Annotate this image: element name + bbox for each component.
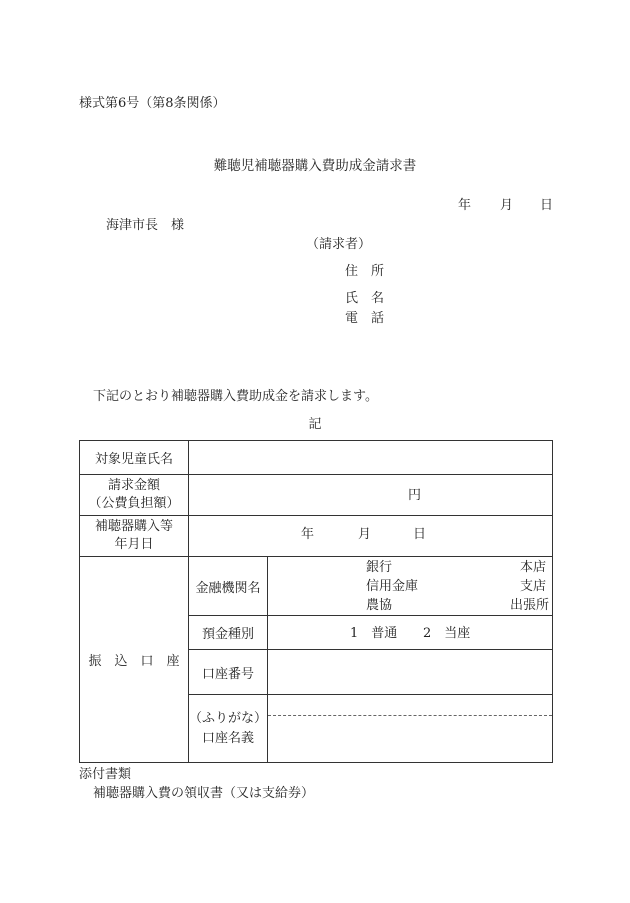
transfer-account-label: 振 込 口 座 bbox=[80, 557, 189, 763]
row-purchase-date bbox=[80, 516, 553, 557]
deposit-option-ordinary[interactable]: 1 普通 bbox=[350, 626, 398, 641]
yen-unit: 円 bbox=[408, 488, 422, 503]
furigana-label: （ふりがな） bbox=[189, 710, 268, 726]
purchase-date-sublabel: 年月日 bbox=[114, 537, 154, 552]
purchase-year-label: 年 bbox=[301, 527, 315, 542]
shinkin-type: 信用金庫 bbox=[366, 579, 419, 594]
child-name-field[interactable] bbox=[189, 441, 553, 475]
attachments-item: 補聴器購入費の領収書（又は支給券） bbox=[93, 786, 315, 801]
date-month-label: 月 bbox=[500, 198, 514, 213]
amount-label-cell bbox=[80, 475, 189, 516]
date-day-label: 日 bbox=[540, 198, 554, 213]
amount-sublabel: （公費負担額） bbox=[88, 496, 180, 511]
purchase-day-label: 日 bbox=[413, 527, 427, 542]
nokyo-type: 農協 bbox=[366, 598, 393, 613]
purchase-date-label-cell bbox=[80, 516, 189, 557]
institution-field[interactable] bbox=[268, 557, 553, 616]
document-title: 難聴児補聴器購入費助成金請求書 bbox=[213, 158, 417, 174]
main-branch-type: 本店 bbox=[519, 560, 546, 575]
form-reference: 様式第6号（第8条関係） bbox=[79, 96, 226, 111]
institution-label: 金融機関名 bbox=[189, 557, 268, 616]
purchase-date-field[interactable] bbox=[189, 516, 553, 557]
purchase-date-label: 補聴器購入等 bbox=[94, 519, 173, 534]
phone-label: 電 話 bbox=[345, 311, 385, 326]
account-holder-label-cell bbox=[189, 695, 268, 763]
account-holder-field[interactable] bbox=[268, 695, 553, 763]
request-table bbox=[79, 440, 553, 763]
attachments-heading: 添付書類 bbox=[79, 767, 132, 782]
account-holder-label: 口座名義 bbox=[201, 730, 254, 746]
bank-type: 銀行 bbox=[366, 560, 393, 575]
date-year-label: 年 bbox=[458, 198, 472, 213]
account-number-label: 口座番号 bbox=[189, 650, 268, 695]
deposit-type-field[interactable] bbox=[268, 616, 553, 650]
deposit-type-label: 預金種別 bbox=[189, 616, 268, 650]
child-name-label: 対象児童氏名 bbox=[80, 441, 189, 475]
name-label: 氏 名 bbox=[345, 291, 385, 306]
deposit-option-checking[interactable]: 2 当座 bbox=[423, 626, 471, 641]
intro-text: 下記のとおり補聴器購入費助成金を請求します。 bbox=[93, 389, 378, 404]
row-institution bbox=[80, 557, 553, 616]
sub-office-type: 出張所 bbox=[509, 598, 549, 613]
ki-marker: 記 bbox=[308, 417, 322, 432]
account-number-field[interactable] bbox=[268, 650, 553, 695]
addressee: 海津市長 様 bbox=[106, 218, 185, 233]
row-amount bbox=[80, 475, 553, 516]
amount-field[interactable] bbox=[189, 475, 553, 516]
purchase-month-label: 月 bbox=[358, 527, 372, 542]
address-label: 住 所 bbox=[345, 264, 385, 279]
requester-heading: （請求者） bbox=[306, 237, 372, 252]
row-child-name bbox=[80, 441, 553, 475]
branch-type: 支店 bbox=[519, 579, 546, 594]
furigana-divider bbox=[268, 715, 552, 716]
amount-label: 請求金額 bbox=[107, 478, 160, 493]
